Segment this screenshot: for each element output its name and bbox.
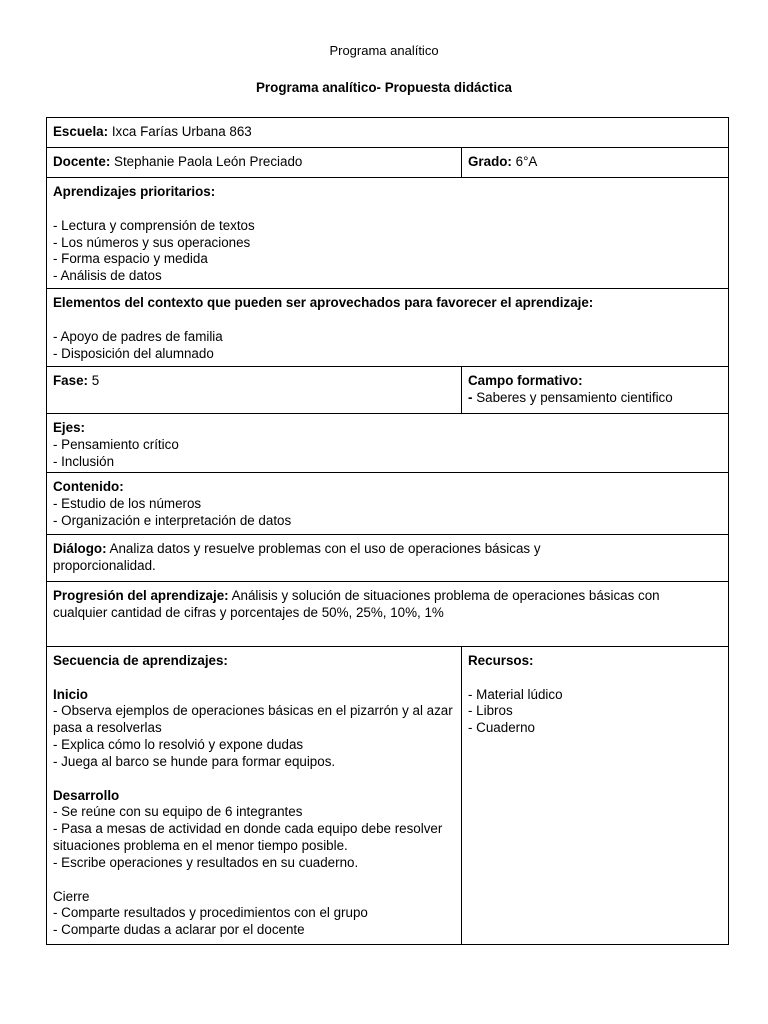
list-item: - Observa ejemplos de operaciones básicas en el pizarrón y al azar pasa a resolverlas — [53, 703, 453, 736]
campo-label: Campo formativo: — [468, 373, 583, 389]
list-item: - Escribe operaciones y resultados en su cuaderno. — [53, 854, 359, 870]
cell-docente — [47, 148, 462, 178]
aprendizajes-label: Aprendizajes prioritarios: — [53, 184, 216, 199]
list-item: - Forma espacio y medida — [53, 251, 208, 267]
campo-dash: - — [468, 390, 473, 406]
list-item: - Apoyo de padres de familia — [53, 328, 223, 344]
row-elementos — [47, 289, 729, 367]
cell-contenido — [47, 473, 729, 534]
escuela-label: Escuela: — [53, 124, 109, 139]
list-item: - Lectura y comprensión de textos — [53, 217, 255, 233]
cell-fase — [47, 367, 462, 414]
list-item: - Se reúne con su equipo de 6 integrantes — [53, 804, 303, 820]
contenido-label: Contenido: — [53, 479, 124, 495]
secuencia-label: Secuencia de aprendizajes: — [53, 652, 228, 668]
progresion-label: Progresión del aprendizaje: — [53, 587, 229, 603]
cell-ejes — [47, 413, 729, 472]
docente-label: Docente: — [53, 154, 111, 169]
campo-value: Saberes y pensamiento cientifico — [472, 390, 673, 406]
document-title: Programa analítico- Propuesta didáctica — [256, 80, 512, 95]
list-item: - Pensamiento crítico — [53, 436, 179, 452]
progresion-value: Análisis y solución de situaciones problema de operaciones básicas con cualquier cantidad de cifras y porcentajes de 50%, 25%, 10%, 1% — [53, 587, 660, 620]
elementos-label: Elementos del contexto que pueden ser aprovechados para favorecer el aprendizaje: — [53, 295, 594, 310]
docente-value: Stephanie Paola León Preciado — [110, 154, 303, 169]
list-item: - Organización e interpretación de datos — [53, 512, 292, 528]
program-table — [46, 117, 729, 945]
fase-value: 5 — [87, 373, 100, 389]
inicio-label: Inicio — [53, 686, 88, 702]
desarrollo-label: Desarrollo — [53, 787, 120, 803]
list-item: - Libros — [468, 703, 513, 719]
list-item: - Los números y sus operaciones — [53, 234, 251, 250]
recursos-label: Recursos: — [468, 652, 534, 668]
row-escuela — [47, 118, 729, 148]
cell-progresion — [47, 581, 729, 646]
fase-label: Fase: — [53, 373, 88, 389]
list-item: - Disposición del alumnado — [53, 345, 214, 361]
cell-campo — [462, 367, 729, 414]
cell-recursos — [462, 646, 729, 944]
list-item: - Inclusión — [53, 453, 115, 469]
cell-secuencia — [47, 646, 462, 944]
row-secuencia — [47, 646, 729, 944]
ejes-label: Ejes: — [53, 419, 86, 435]
cell-escuela — [47, 118, 729, 148]
grado-label: Grado: — [468, 154, 512, 169]
dialogo-value: Analiza datos y resuelve problemas con el uso de operaciones básicas y proporcionalidad. — [53, 540, 541, 573]
row-dialogo — [47, 534, 729, 581]
list-item: - Explica cómo lo resolvió y expone dudas — [53, 736, 304, 752]
row-ejes — [47, 413, 729, 472]
cell-dialogo — [47, 534, 729, 581]
cell-elementos — [47, 289, 729, 367]
list-item: - Comparte resultados y procedimientos con el grupo — [53, 905, 368, 921]
row-contenido — [47, 473, 729, 534]
cell-aprendizajes — [47, 178, 729, 289]
grado-value: 6°A — [511, 154, 538, 169]
cell-grado — [462, 148, 729, 178]
list-item: - Cuaderno — [468, 720, 535, 736]
list-item: - Pasa a mesas de actividad en donde cada equipo debe resolver situaciones problema en el menor tiempo posible. — [53, 821, 443, 853]
cierre-label: Cierre — [53, 888, 90, 904]
row-aprendizajes — [47, 178, 729, 289]
list-item: - Análisis de datos — [53, 268, 162, 284]
dialogo-label: Diálogo: — [53, 540, 107, 556]
list-item: - Comparte dudas a aclarar por el docente — [53, 922, 305, 938]
row-progresion — [47, 581, 729, 646]
list-item: - Material lúdico — [468, 686, 563, 702]
row-fase — [47, 367, 729, 414]
page-header: Programa analítico — [329, 43, 439, 58]
list-item: - Estudio de los números — [53, 496, 202, 512]
list-item: - Juega al barco se hunde para formar equipos. — [53, 753, 336, 769]
escuela-value: Ixca Farías Urbana 863 — [108, 124, 252, 139]
row-docente — [47, 148, 729, 178]
